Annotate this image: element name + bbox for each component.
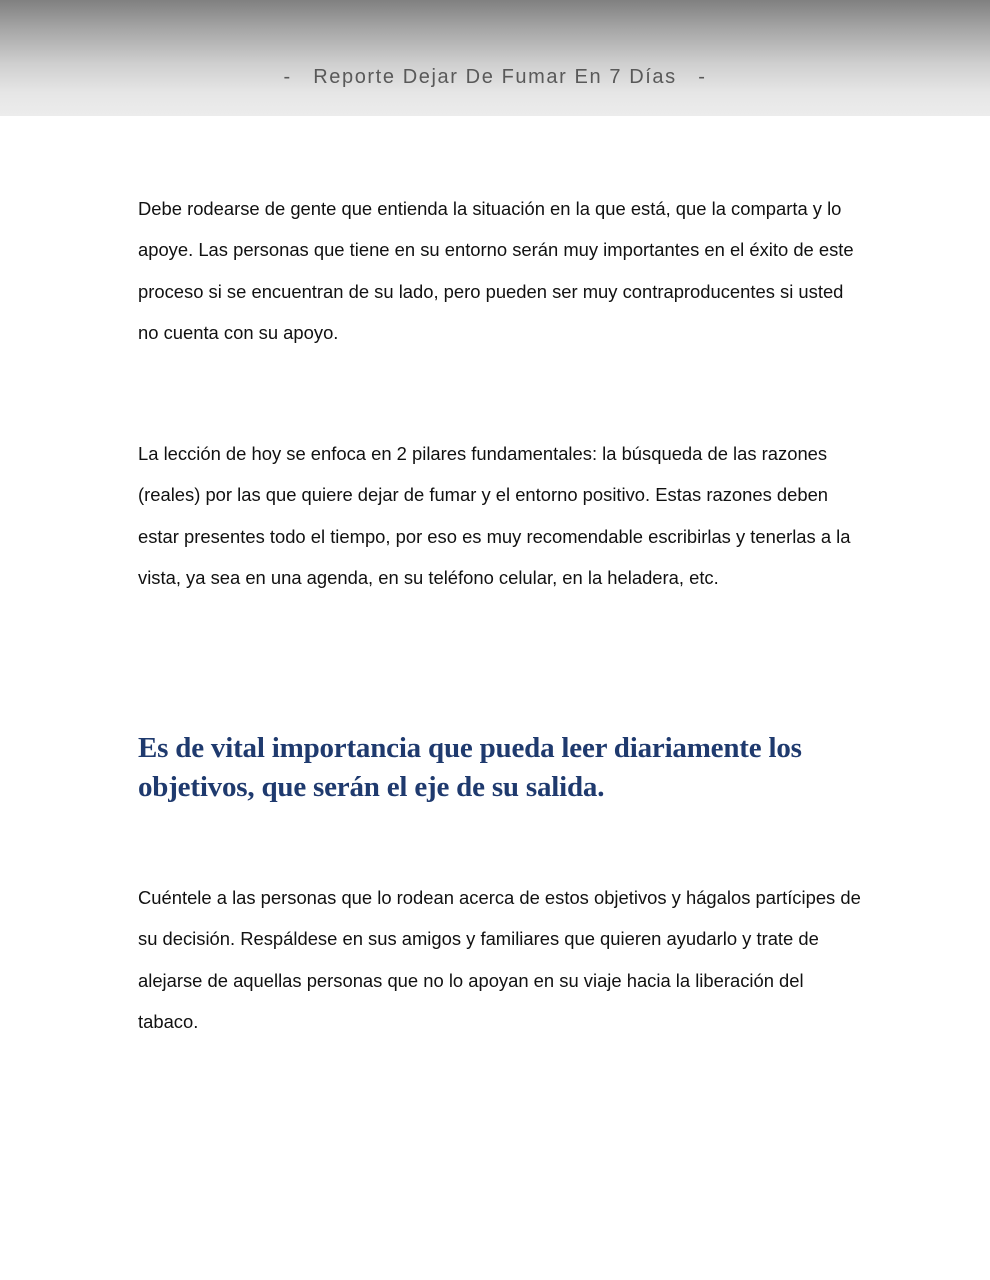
body-paragraph-2: La lección de hoy se enfoca en 2 pilares fundamentales: la búsqueda de las razones (reales) por las que quiere dejar de fumar y el entorno positivo. Estas razones deben estar presentes todo el tiempo, por eso es muy recomendable escribirlas y tenerlas a la vista, ya sea en una agenda, en su teléfono celular, en la heladera, etc. — [138, 443, 851, 589]
callout-heading: Es de vital importancia que pueda leer diariamente los objetivos, que serán el eje de su salida. — [138, 732, 802, 803]
body-paragraph-1: Debe rodearse de gente que entienda la situación en la que está, que la comparta y lo apoye. Las personas que tiene en su entorno serán muy importantes en el éxito de este proceso si se encuentran de su lado, pero pueden ser muy contraproducentes si usted no cuenta con su apoyo. — [138, 198, 854, 344]
body-paragraph-3: Cuéntele a las personas que lo rodean acerca de estos objetivos y hágalos partícipes de su decisión. Respáldese en sus amigos y familiares que quieren ayudarlo y trate de alejarse de aquellas personas que no lo apoyan en su viaje hacia la liberación del tabaco. — [138, 887, 861, 1033]
page-header — [0, 0, 990, 116]
header-title: - Reporte Dejar De Fumar En 7 Días - — [283, 66, 707, 88]
